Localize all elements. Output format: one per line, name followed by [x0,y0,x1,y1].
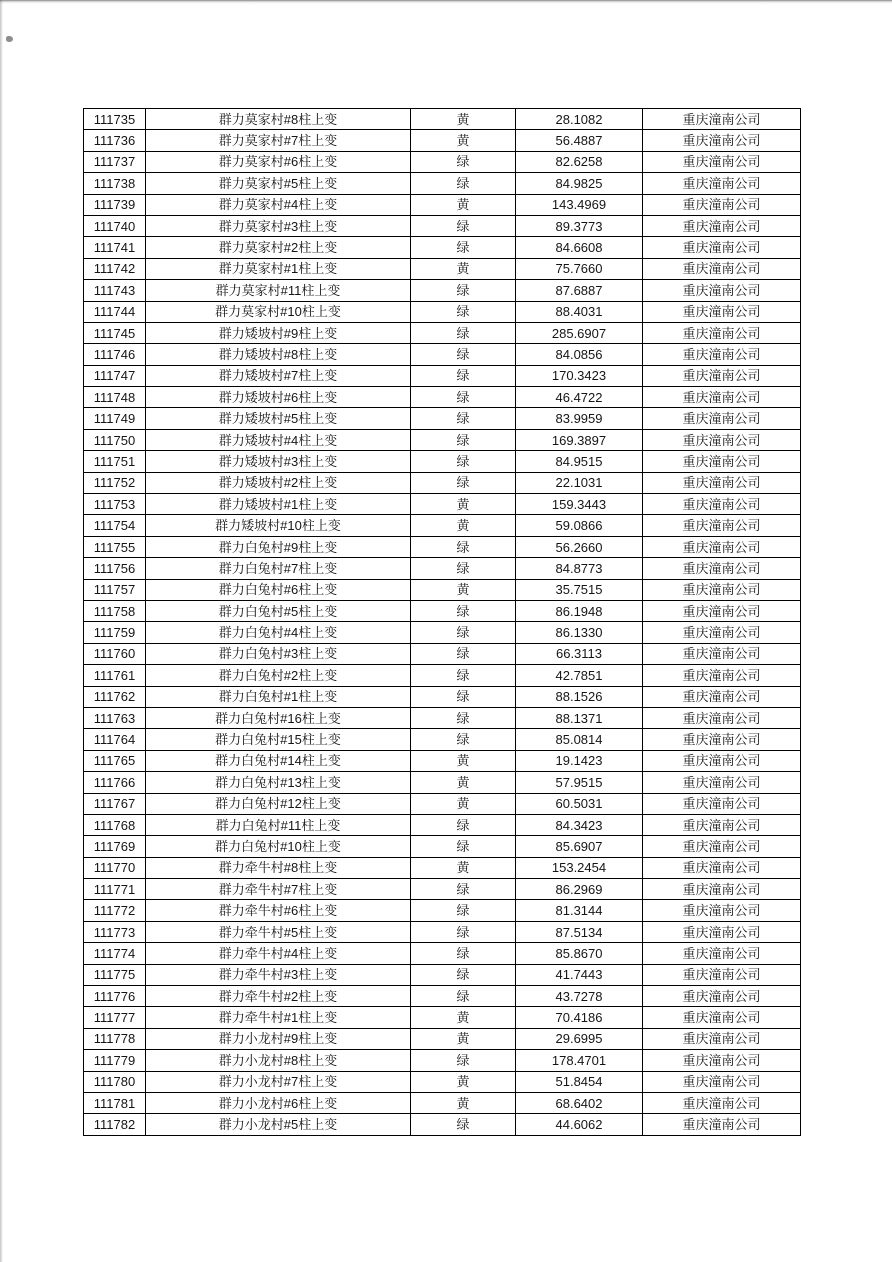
cell-status: 绿 [411,1050,516,1071]
cell-id: 111781 [84,1092,146,1113]
cell-status: 绿 [411,1114,516,1135]
table-row [84,1114,801,1135]
cell-status: 黄 [411,258,516,279]
cell-value: 75.7660 [516,258,643,279]
cell-name: 群力小龙村#5柱上变 [146,1114,411,1135]
cell-name: 群力白兔村#13柱上变 [146,772,411,793]
cell-company: 重庆潼南公司 [643,408,801,429]
cell-status: 绿 [411,429,516,450]
table-row [84,900,801,921]
cell-status: 黄 [411,1071,516,1092]
cell-id: 111742 [84,258,146,279]
cell-status: 绿 [411,237,516,258]
cell-id: 111758 [84,600,146,621]
cell-id: 111776 [84,986,146,1007]
table-row [84,579,801,600]
table-row [84,1071,801,1092]
cell-id: 111737 [84,151,146,172]
cell-company: 重庆潼南公司 [643,301,801,322]
table-row [84,879,801,900]
cell-id: 111749 [84,408,146,429]
cell-id: 111756 [84,558,146,579]
cell-id: 111740 [84,215,146,236]
table-row [84,1050,801,1071]
cell-company: 重庆潼南公司 [643,558,801,579]
cell-name: 群力莫家村#6柱上变 [146,151,411,172]
cell-value: 85.0814 [516,729,643,750]
scan-edge-left [0,0,3,1262]
cell-company: 重庆潼南公司 [643,344,801,365]
cell-company: 重庆潼南公司 [643,836,801,857]
cell-value: 46.4722 [516,387,643,408]
cell-name: 群力矮坡村#6柱上变 [146,387,411,408]
cell-value: 159.3443 [516,494,643,515]
cell-company: 重庆潼南公司 [643,622,801,643]
cell-value: 85.8670 [516,943,643,964]
cell-status: 绿 [411,600,516,621]
cell-value: 57.9515 [516,772,643,793]
cell-name: 群力牵牛村#4柱上变 [146,943,411,964]
table-row [84,280,801,301]
cell-name: 群力白兔村#1柱上变 [146,686,411,707]
cell-value: 42.7851 [516,665,643,686]
table-row [84,472,801,493]
table-row [84,686,801,707]
table-row [84,986,801,1007]
cell-company: 重庆潼南公司 [643,643,801,664]
table-row [84,151,801,172]
table-row [84,943,801,964]
cell-company: 重庆潼南公司 [643,387,801,408]
cell-company: 重庆潼南公司 [643,964,801,985]
cell-value: 60.5031 [516,793,643,814]
cell-name: 群力莫家村#2柱上变 [146,237,411,258]
table-row [84,173,801,194]
cell-value: 56.2660 [516,536,643,557]
cell-name: 群力莫家村#7柱上变 [146,130,411,151]
table-row [84,130,801,151]
cell-value: 86.2969 [516,879,643,900]
cell-company: 重庆潼南公司 [643,772,801,793]
cell-name: 群力牵牛村#5柱上变 [146,921,411,942]
cell-value: 82.6258 [516,151,643,172]
cell-name: 群力莫家村#3柱上变 [146,215,411,236]
cell-company: 重庆潼南公司 [643,729,801,750]
cell-value: 35.7515 [516,579,643,600]
cell-value: 87.5134 [516,921,643,942]
table-row [84,964,801,985]
table-row [84,237,801,258]
cell-company: 重庆潼南公司 [643,215,801,236]
cell-name: 群力牵牛村#3柱上变 [146,964,411,985]
cell-id: 111738 [84,173,146,194]
cell-company: 重庆潼南公司 [643,151,801,172]
cell-name: 群力白兔村#14柱上变 [146,750,411,771]
scan-edge-top [0,0,892,4]
cell-id: 111757 [84,579,146,600]
cell-company: 重庆潼南公司 [643,665,801,686]
cell-name: 群力矮坡村#9柱上变 [146,322,411,343]
cell-status: 绿 [411,536,516,557]
table-row [84,857,801,878]
cell-company: 重庆潼南公司 [643,879,801,900]
cell-status: 绿 [411,665,516,686]
cell-id: 111769 [84,836,146,857]
cell-value: 41.7443 [516,964,643,985]
cell-status: 绿 [411,814,516,835]
cell-id: 111768 [84,814,146,835]
cell-value: 285.6907 [516,322,643,343]
cell-status: 绿 [411,879,516,900]
cell-company: 重庆潼南公司 [643,900,801,921]
cell-company: 重庆潼南公司 [643,451,801,472]
cell-id: 111779 [84,1050,146,1071]
cell-company: 重庆潼南公司 [643,515,801,536]
table-row [84,515,801,536]
cell-company: 重庆潼南公司 [643,857,801,878]
cell-id: 111744 [84,301,146,322]
cell-name: 群力白兔村#15柱上变 [146,729,411,750]
cell-status: 绿 [411,387,516,408]
cell-status: 绿 [411,280,516,301]
cell-company: 重庆潼南公司 [643,921,801,942]
cell-value: 51.8454 [516,1071,643,1092]
table-row [84,215,801,236]
table-row [84,643,801,664]
cell-name: 群力小龙村#6柱上变 [146,1092,411,1113]
cell-status: 绿 [411,215,516,236]
cell-id: 111753 [84,494,146,515]
cell-name: 群力莫家村#10柱上变 [146,301,411,322]
cell-value: 88.4031 [516,301,643,322]
cell-status: 黄 [411,857,516,878]
table-row [84,494,801,515]
table-row [84,344,801,365]
table-row [84,536,801,557]
cell-id: 111736 [84,130,146,151]
cell-name: 群力矮坡村#1柱上变 [146,494,411,515]
cell-status: 绿 [411,344,516,365]
cell-value: 84.6608 [516,237,643,258]
table-row [84,429,801,450]
cell-name: 群力白兔村#6柱上变 [146,579,411,600]
cell-value: 86.1948 [516,600,643,621]
cell-name: 群力莫家村#5柱上变 [146,173,411,194]
cell-name: 群力矮坡村#2柱上变 [146,472,411,493]
cell-company: 重庆潼南公司 [643,429,801,450]
cell-name: 群力矮坡村#8柱上变 [146,344,411,365]
cell-company: 重庆潼南公司 [643,130,801,151]
cell-value: 22.1031 [516,472,643,493]
cell-name: 群力矮坡村#4柱上变 [146,429,411,450]
cell-id: 111745 [84,322,146,343]
cell-value: 28.1082 [516,109,643,130]
cell-status: 绿 [411,558,516,579]
cell-status: 黄 [411,793,516,814]
cell-id: 111778 [84,1028,146,1049]
table-row [84,258,801,279]
cell-status: 绿 [411,707,516,728]
cell-value: 43.7278 [516,986,643,1007]
cell-value: 70.4186 [516,1007,643,1028]
table-row [84,814,801,835]
cell-id: 111750 [84,429,146,450]
cell-company: 重庆潼南公司 [643,986,801,1007]
cell-value: 84.3423 [516,814,643,835]
cell-value: 19.1423 [516,750,643,771]
cell-value: 83.9959 [516,408,643,429]
cell-status: 绿 [411,151,516,172]
cell-status: 绿 [411,173,516,194]
cell-company: 重庆潼南公司 [643,579,801,600]
transformer-table [83,108,801,1136]
cell-name: 群力白兔村#2柱上变 [146,665,411,686]
table-row [84,600,801,621]
cell-company: 重庆潼南公司 [643,536,801,557]
cell-company: 重庆潼南公司 [643,365,801,386]
table-row [84,558,801,579]
cell-id: 111754 [84,515,146,536]
cell-value: 84.0856 [516,344,643,365]
cell-id: 111767 [84,793,146,814]
cell-value: 88.1371 [516,707,643,728]
table-body [84,109,801,1136]
cell-status: 绿 [411,921,516,942]
cell-status: 黄 [411,1092,516,1113]
cell-status: 绿 [411,686,516,707]
cell-id: 111777 [84,1007,146,1028]
cell-name: 群力白兔村#4柱上变 [146,622,411,643]
cell-value: 84.8773 [516,558,643,579]
cell-id: 111771 [84,879,146,900]
cell-name: 群力白兔村#9柱上变 [146,536,411,557]
cell-id: 111759 [84,622,146,643]
cell-name: 群力白兔村#7柱上变 [146,558,411,579]
scan-speck [6,36,13,42]
cell-id: 111766 [84,772,146,793]
cell-company: 重庆潼南公司 [643,943,801,964]
cell-status: 绿 [411,408,516,429]
cell-value: 89.3773 [516,215,643,236]
cell-status: 绿 [411,836,516,857]
cell-id: 111763 [84,707,146,728]
table-row [84,836,801,857]
cell-name: 群力白兔村#16柱上变 [146,707,411,728]
cell-name: 群力白兔村#5柱上变 [146,600,411,621]
cell-id: 111748 [84,387,146,408]
table-row [84,109,801,130]
cell-company: 重庆潼南公司 [643,194,801,215]
cell-id: 111755 [84,536,146,557]
cell-status: 黄 [411,194,516,215]
cell-id: 111773 [84,921,146,942]
cell-value: 68.6402 [516,1092,643,1113]
cell-value: 88.1526 [516,686,643,707]
table-row [84,1007,801,1028]
cell-company: 重庆潼南公司 [643,1028,801,1049]
cell-id: 111782 [84,1114,146,1135]
cell-status: 黄 [411,1028,516,1049]
cell-value: 143.4969 [516,194,643,215]
cell-id: 111780 [84,1071,146,1092]
table-row [84,707,801,728]
cell-value: 84.9515 [516,451,643,472]
cell-company: 重庆潼南公司 [643,1092,801,1113]
cell-name: 群力白兔村#10柱上变 [146,836,411,857]
cell-company: 重庆潼南公司 [643,600,801,621]
cell-status: 黄 [411,494,516,515]
table-row [84,365,801,386]
cell-company: 重庆潼南公司 [643,280,801,301]
cell-company: 重庆潼南公司 [643,750,801,771]
table-row [84,622,801,643]
table-row [84,793,801,814]
cell-name: 群力莫家村#8柱上变 [146,109,411,130]
cell-company: 重庆潼南公司 [643,1071,801,1092]
cell-value: 44.6062 [516,1114,643,1135]
cell-name: 群力小龙村#9柱上变 [146,1028,411,1049]
cell-company: 重庆潼南公司 [643,707,801,728]
cell-name: 群力莫家村#1柱上变 [146,258,411,279]
cell-status: 黄 [411,750,516,771]
cell-name: 群力小龙村#8柱上变 [146,1050,411,1071]
cell-company: 重庆潼南公司 [643,109,801,130]
cell-status: 黄 [411,579,516,600]
cell-value: 59.0866 [516,515,643,536]
cell-value: 86.1330 [516,622,643,643]
table-row [84,1028,801,1049]
cell-id: 111774 [84,943,146,964]
table-row [84,451,801,472]
cell-id: 111741 [84,237,146,258]
cell-name: 群力牵牛村#2柱上变 [146,986,411,1007]
cell-company: 重庆潼南公司 [643,472,801,493]
cell-name: 群力白兔村#3柱上变 [146,643,411,664]
cell-value: 84.9825 [516,173,643,194]
cell-value: 178.4701 [516,1050,643,1071]
cell-name: 群力牵牛村#7柱上变 [146,879,411,900]
table-row [84,1092,801,1113]
cell-status: 绿 [411,943,516,964]
cell-name: 群力矮坡村#7柱上变 [146,365,411,386]
cell-id: 111762 [84,686,146,707]
table-row [84,750,801,771]
cell-id: 111760 [84,643,146,664]
cell-id: 111752 [84,472,146,493]
cell-status: 绿 [411,322,516,343]
cell-status: 绿 [411,900,516,921]
cell-value: 66.3113 [516,643,643,664]
cell-company: 重庆潼南公司 [643,258,801,279]
cell-status: 绿 [411,301,516,322]
cell-name: 群力莫家村#11柱上变 [146,280,411,301]
cell-company: 重庆潼南公司 [643,1050,801,1071]
cell-company: 重庆潼南公司 [643,237,801,258]
cell-value: 169.3897 [516,429,643,450]
cell-status: 绿 [411,451,516,472]
cell-value: 85.6907 [516,836,643,857]
cell-status: 绿 [411,622,516,643]
cell-value: 153.2454 [516,857,643,878]
cell-value: 87.6887 [516,280,643,301]
cell-name: 群力矮坡村#10柱上变 [146,515,411,536]
cell-status: 黄 [411,130,516,151]
cell-value: 56.4887 [516,130,643,151]
cell-id: 111772 [84,900,146,921]
table-row [84,408,801,429]
table-row [84,322,801,343]
cell-company: 重庆潼南公司 [643,686,801,707]
cell-company: 重庆潼南公司 [643,494,801,515]
cell-company: 重庆潼南公司 [643,1007,801,1028]
cell-status: 绿 [411,986,516,1007]
cell-status: 绿 [411,964,516,985]
cell-company: 重庆潼南公司 [643,1114,801,1135]
cell-id: 111743 [84,280,146,301]
cell-status: 黄 [411,1007,516,1028]
cell-status: 绿 [411,365,516,386]
cell-status: 绿 [411,472,516,493]
cell-status: 绿 [411,729,516,750]
cell-id: 111764 [84,729,146,750]
cell-name: 群力矮坡村#3柱上变 [146,451,411,472]
cell-name: 群力莫家村#4柱上变 [146,194,411,215]
cell-id: 111761 [84,665,146,686]
cell-id: 111746 [84,344,146,365]
cell-id: 111739 [84,194,146,215]
cell-name: 群力牵牛村#8柱上变 [146,857,411,878]
cell-name: 群力矮坡村#5柱上变 [146,408,411,429]
table-row [84,921,801,942]
cell-value: 170.3423 [516,365,643,386]
cell-status: 黄 [411,772,516,793]
table-row [84,729,801,750]
cell-name: 群力白兔村#12柱上变 [146,793,411,814]
cell-id: 111775 [84,964,146,985]
cell-value: 81.3144 [516,900,643,921]
cell-company: 重庆潼南公司 [643,322,801,343]
cell-company: 重庆潼南公司 [643,173,801,194]
table-row [84,772,801,793]
cell-name: 群力白兔村#11柱上变 [146,814,411,835]
cell-status: 黄 [411,109,516,130]
cell-company: 重庆潼南公司 [643,793,801,814]
cell-id: 111747 [84,365,146,386]
table-row [84,665,801,686]
table-row [84,387,801,408]
cell-id: 111765 [84,750,146,771]
cell-name: 群力小龙村#7柱上变 [146,1071,411,1092]
cell-id: 111751 [84,451,146,472]
table-row [84,301,801,322]
cell-id: 111770 [84,857,146,878]
cell-status: 黄 [411,515,516,536]
cell-name: 群力牵牛村#6柱上变 [146,900,411,921]
cell-value: 29.6995 [516,1028,643,1049]
table-row [84,194,801,215]
cell-id: 111735 [84,109,146,130]
cell-company: 重庆潼南公司 [643,814,801,835]
cell-status: 绿 [411,643,516,664]
cell-name: 群力牵牛村#1柱上变 [146,1007,411,1028]
